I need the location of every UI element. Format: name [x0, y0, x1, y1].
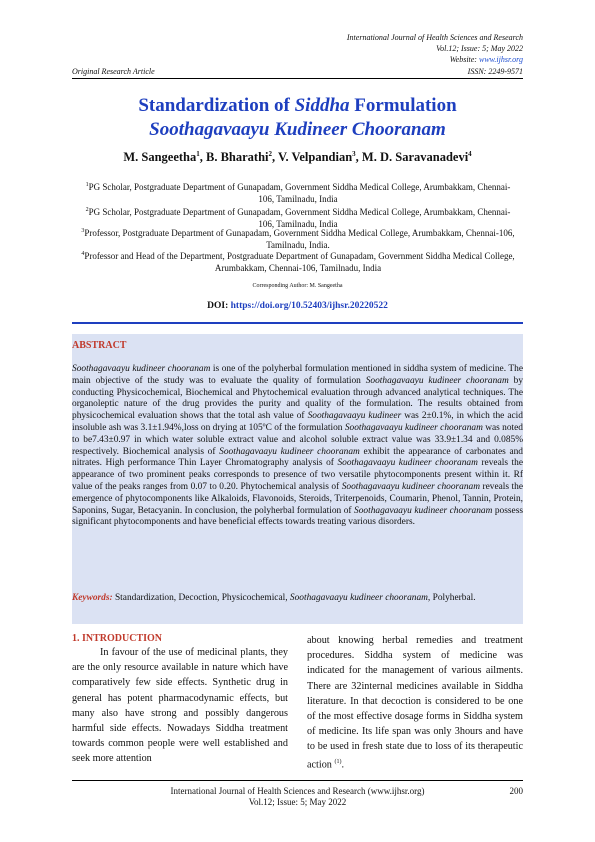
abstract-segment: possess significant phytocomponents and have beneficial effects towards treating various disorders.: [72, 505, 523, 528]
abstract-segment: Soothagavaayu kudineer chooranam: [219, 446, 360, 457]
journal-volume: Vol.12; Issue: 5; May 2022: [436, 44, 523, 53]
abstract-segment: Soothagavaayu kudineer chooranam: [337, 458, 478, 469]
header-divider: [72, 78, 523, 79]
abstract-text: [72, 364, 523, 529]
website-label: Website:: [449, 55, 479, 64]
abstract-segment: was noted to be7.43±0.97 in which water soluble extract value and alcohol soluble extract value was 33.9±1.34 and 0.085% respectively. Biochemical analysis of: [72, 422, 523, 457]
journal-name: International Journal of Health Sciences and Research: [346, 33, 523, 42]
abstract-segment: Soothagavaayu kudineer chooranam: [344, 422, 483, 433]
article-type: Original Research Article: [72, 67, 155, 76]
doi-link[interactable]: https://doi.org/10.52403/ijhsr.20220522: [230, 301, 388, 311]
affiliation-1: $^1$PG Scholar, Postgraduate Department of Gunapadam, Government Siddha Medical College, Arumbakkam, Chennai-106, Tamilnadu, India: [85, 182, 511, 204]
affiliation-4: $^4$Professor and Head of the Department, Postgraduate Department of Gunapadam, Government Siddha Medical College, Arumbakkam, Chennai-106, Tamilnadu, India: [81, 251, 515, 273]
intro-column-2: about knowing herbal remedies and treatment procedures. Siddha system of medicine was indicated for the management of various ailments. There are 32internal medicines available in Siddha literature. In that decoction is considered to be one of the most effective dosage forms in Siddha system of medicine. Its life span was only 3hours and have to be used in fresh state due to loss of its therapeutic action $^{(1)}$.: [307, 635, 523, 771]
citation-ref[interactable]: (1): [334, 758, 342, 765]
author: V. Velpandian: [278, 150, 353, 165]
abstract-segment: Soothagavaayu kudineer chooranam: [365, 375, 509, 386]
issn: ISSN: 2249-9571: [467, 67, 523, 76]
abstract-segment: Soothagavaayu kudineer: [307, 411, 402, 422]
author: M. D. Saravanadevi: [361, 150, 469, 165]
abstract-segment: Soothagavaayu kudineer chooranam: [72, 364, 211, 374]
affiliation-2: $^2$PG Scholar, Postgraduate Department of Gunapadam, Government Siddha Medical College, Arumbakkam, Chennai-106, Tamilnadu, India: [85, 207, 511, 229]
footer-journal: International Journal of Health Sciences and Research (www.ijhsr.org) Vol.12; Issue: 5; May 2022: [170, 786, 425, 807]
abstract-segment: reveals the appearance of two prominent peaks corresponds to presence of two versatile phytocomponents present within it. Rf value of the peaks ranges from 0.07 to 0.20. Phytochemical analysis of: [72, 458, 523, 492]
corresponding-author: Corresponding Author: M. Sangeetha: [252, 283, 343, 289]
keywords-label: Keywords:: [72, 593, 113, 603]
author: B. Bharathi: [206, 150, 269, 165]
intro-column-1: In favour of the use of medicinal plants, they are the only resource available in nature which have comparatively few side effects. Synthetic drug in general has potent pharmacodynamic effects, but many also have strong and possibly dangerous harmful side effects. Nowadays Siddha treatment towards common people were well established and seek more attention: [72, 647, 288, 765]
abstract-segment: Soothagavaayu kudineer chooranam: [354, 505, 493, 516]
affiliation-3: $^3$Professor, Postgraduate Department of Gunapadam, Government Siddha Medical College, Arumbakkam, Chennai-106, Tamilnadu, India.: [81, 228, 515, 250]
abstract-segment: Soothagavaayu kudineer chooranam: [341, 481, 481, 492]
section-heading-introduction: 1. INTRODUCTION: [72, 633, 163, 644]
abstract-segment: by conducting Physicochemical, Biochemical and Phytochemical evaluation through advanced analytical techniques. The organoleptic nature of the drug provides the purity and quality of the formulation. The results obtained from physicochemical evaluation shows that the total ash value of: [72, 375, 524, 422]
author: M. Sangeetha: [123, 150, 197, 165]
keywords: Keywords: Standardization, Decoction, Physicochemical, Soothagavaayu kudineer chooranam, Polyherbal.: [72, 593, 476, 603]
doi: DOI: https://doi.org/10.52403/ijhsr.20220522: [207, 301, 388, 311]
journal-website: [450, 55, 523, 66]
abstract-segment: was 2±0.1%, in which the acid insoluble ash was 3.1±1.94%,loss on drying at 105ºC of the formulation: [72, 411, 523, 433]
abstract-heading: ABSTRACT: [72, 340, 127, 351]
abstract-segment: is one of the polyherbal formulation mentioned in siddha system of medicine. The main objective of the study was to evaluate the quality of formulation: [72, 364, 523, 386]
abstract-segment: exhibit the appearance of carbonates and nitrates. High performance Thin Layer Chromatography analysis of: [72, 446, 523, 469]
paper-title-line2: Soothagavaayu Kudineer Chooranam: [149, 119, 446, 140]
abstract-segment: reveals the emergence of phytocomponents like Alkaloids, Flavonoids, Steroids, Triterpenoids, Coumarin, Phenol, Tannin, Protein, Saponins, Sugar, Betacyanin. In conclusion, the polyherbal formulation of: [72, 481, 524, 516]
footer-divider: [72, 780, 523, 781]
title-divider: [72, 322, 523, 324]
website-link[interactable]: www.ijhsr.org: [478, 55, 523, 64]
page-number: 200: [509, 786, 523, 796]
paper-title-line1: Standardization of Siddha Formulation: [138, 95, 457, 116]
author-list: M. Sangeetha$^1$, B. Bharathi$^2$, V. Velpandian$^3$, M. D. Saravanadevi$^4$: [123, 150, 472, 165]
